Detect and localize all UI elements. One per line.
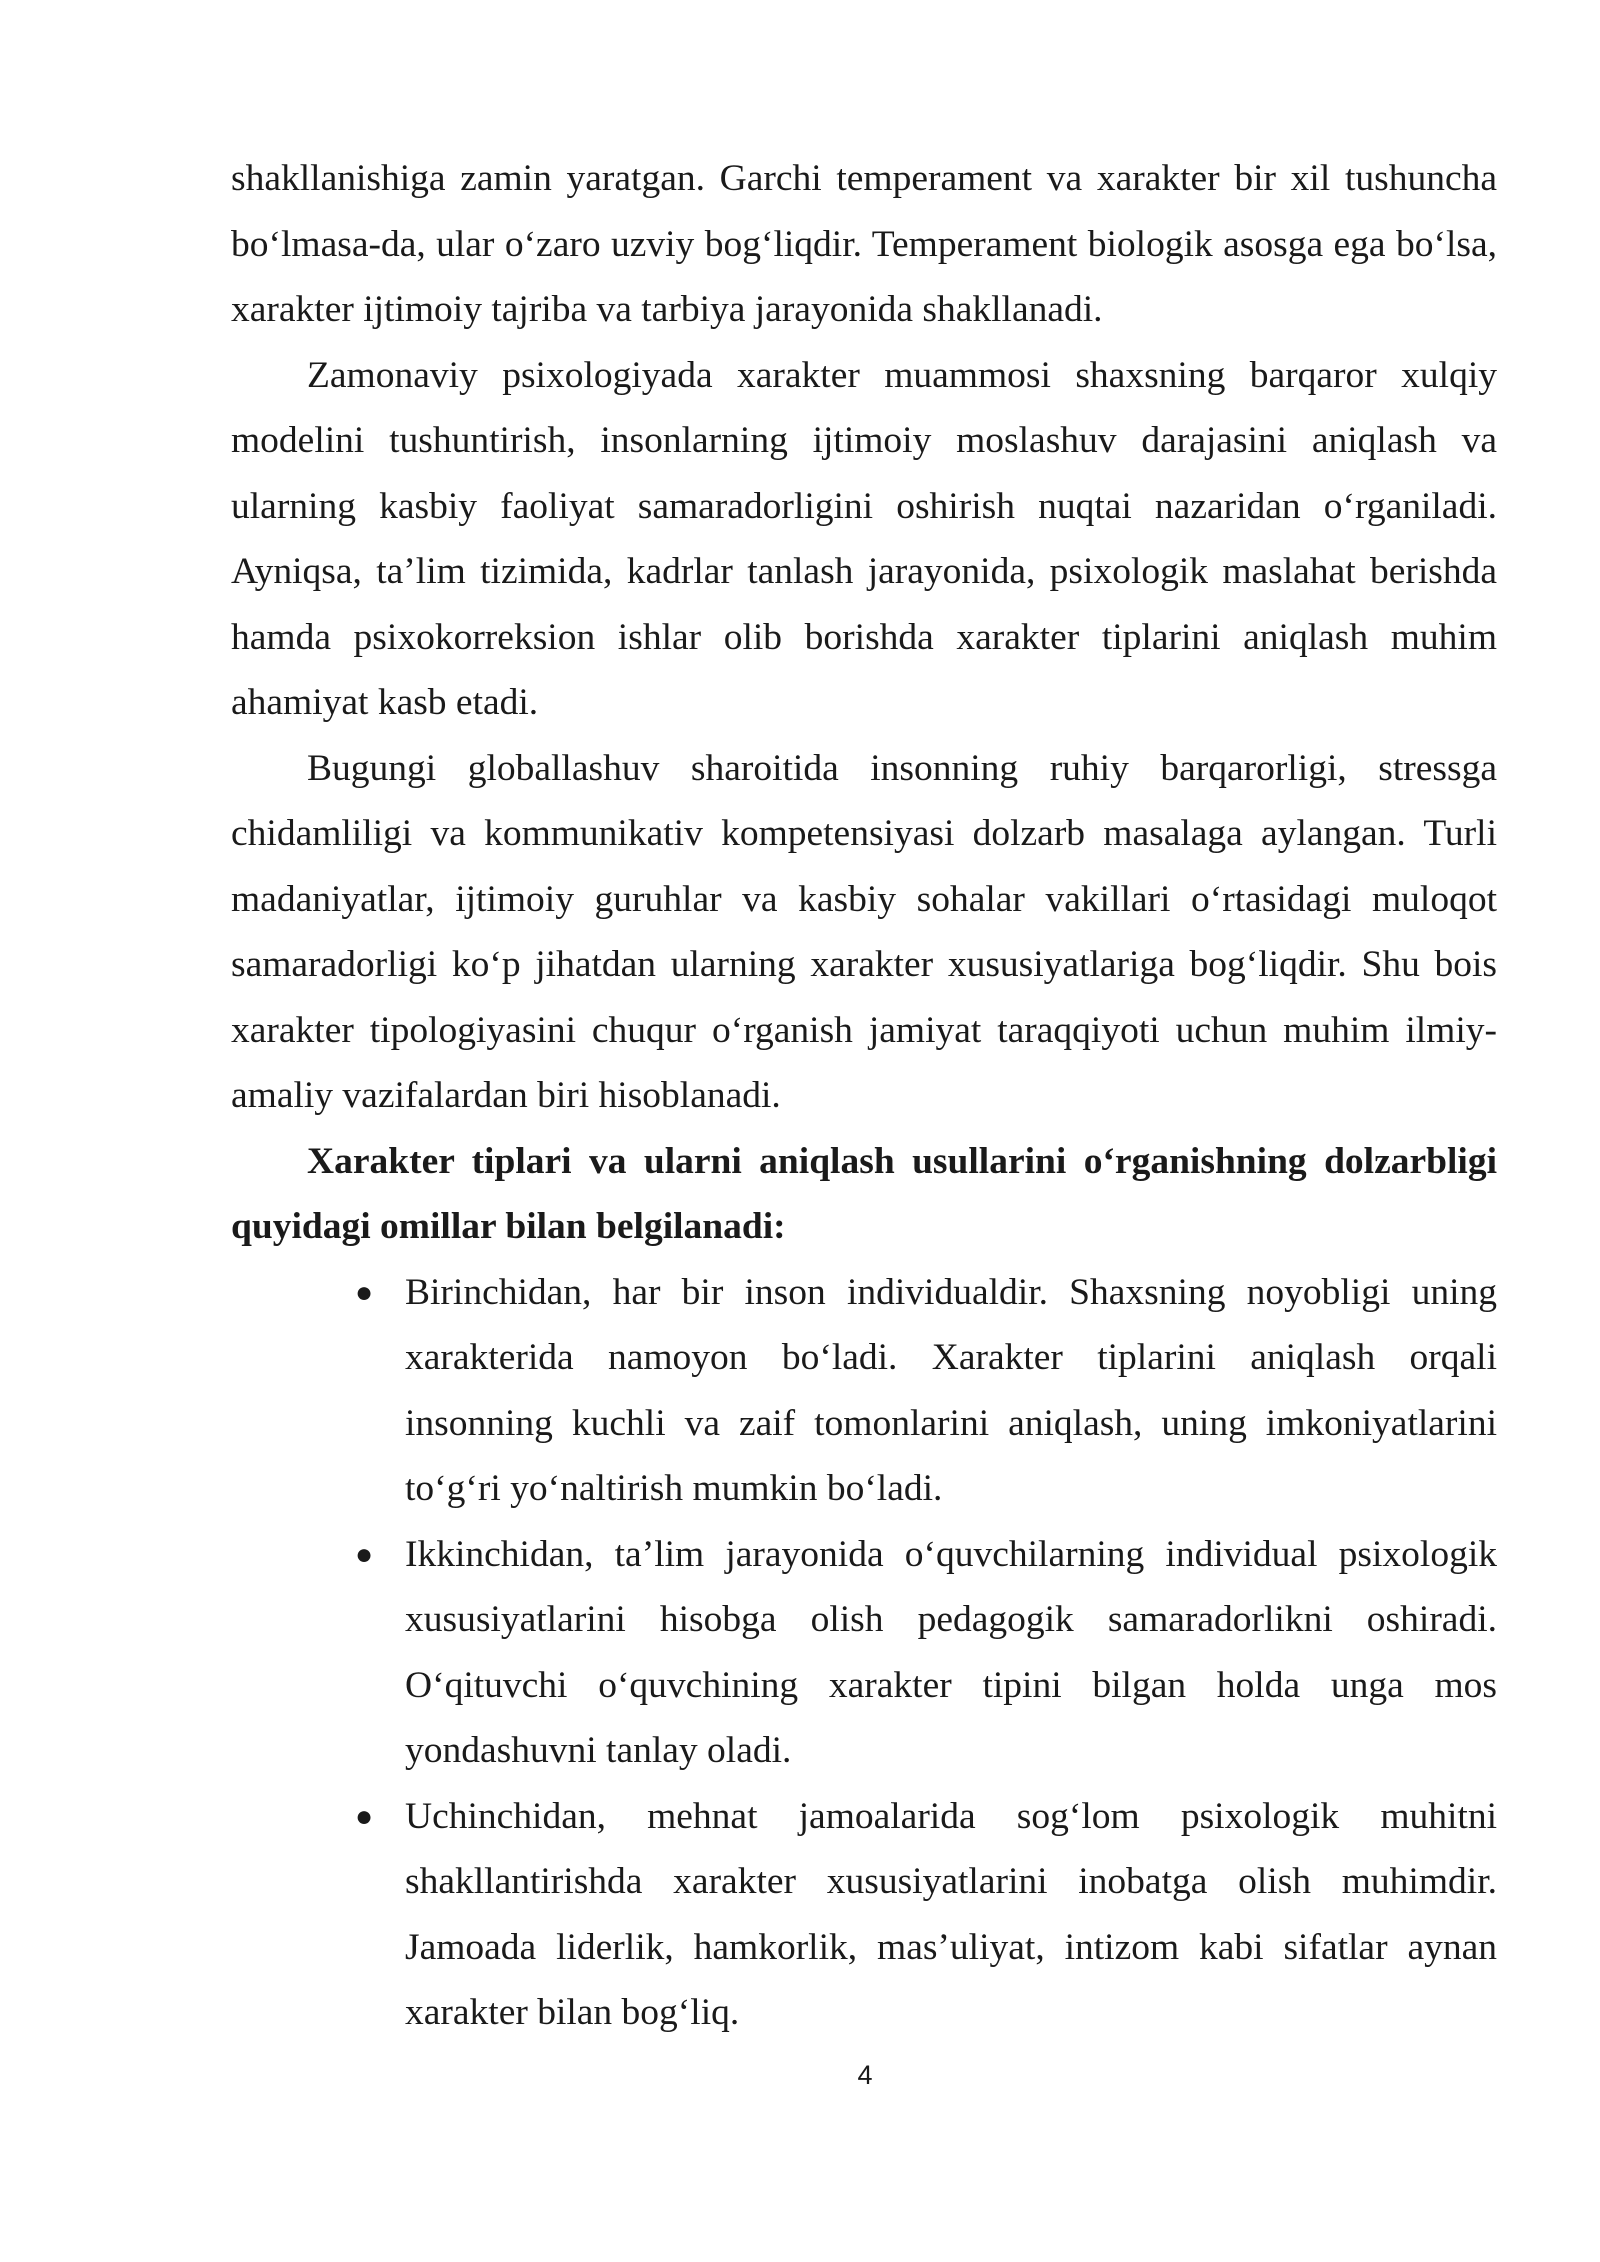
bullet-text: Uchinchidan, mehnat jamoalarida sog‘lom psixologik muhitni shakllantirishda xarakter xususiyatlarini inobatga olish muhimdir. Jamoada liderlik, hamkorlik, mas’uliyat, intizom kabi sifatlar aynan xarakter bilan bog‘liq. bbox=[405, 1795, 1497, 2033]
paragraph-continuation: shakllanishiga zamin yaratgan. Garchi temperament va xarakter bir xil tushuncha bo‘lmasa-da, ular o‘zaro uzviy bog‘liqdir. Temperament biologik asosga ega bo‘lsa, xarakter ijtimoiy tajriba va tarbiya jarayonida shakllanadi. bbox=[231, 158, 1497, 330]
bullet-text: Birinchidan, har bir inson individualdir. Shaxsning noyobligi uning xarakterida namoyon bo‘ladi. Xarakter tiplarini aniqlash orqali insonning kuchli va zaif tomonlarini aniqlash, uning imkoniyatlarini to‘g‘ri yo‘naltirish mumkin bo‘ladi. bbox=[405, 1271, 1497, 1509]
bullet-icon: ● bbox=[355, 1275, 374, 1309]
bullet-list bbox=[231, 1260, 1497, 2046]
bullet-item-2 bbox=[355, 1522, 1497, 1784]
paragraph-globalization: Bugungi globallashuv sharoitida insonning ruhiy barqarorligi, stressga chidamliligi va kommunikativ kompetensiyasi dolzarb masalaga aylangan. Turli madaniyatlar, ijtimoiy guruhlar va kasbiy sohalar vakillari o‘rtasidagi muloqot samaradorligi ko‘p jihatdan ularning xarakter xususiyatlariga bog‘liqdir. Shu bois xarakter tipologiyasini chuqur o‘rganish jamiyat taraqqiyoti uchun muhim ilmiy-amaliy vazifalardan biri hisoblanadi. bbox=[231, 747, 1497, 1116]
bullet-icon: ● bbox=[355, 1799, 374, 1833]
bullet-item-1 bbox=[355, 1260, 1497, 1522]
section-heading: Xarakter tiplari va ularni aniqlash usullarini o‘rganishning dolzarbligi quyidagi omillar bilan belgilanadi: bbox=[231, 1140, 1497, 1247]
bullet-icon: ● bbox=[355, 1537, 374, 1571]
bullet-item-3 bbox=[355, 1784, 1497, 2046]
paragraph-modern-psychology: Zamonaviy psixologiyada xarakter muammosi shaxsning barqaror xulqiy modelini tushuntirish, insonlarning ijtimoiy moslashuv darajasini aniqlash va ularning kasbiy faoliyat samaradorligini oshirish nuqtai nazaridan o‘rganiladi. Ayniqsa, ta’lim tizimida, kadrlar tanlash jarayonida, psixologik maslahat berishda hamda psixokorreksion ishlar olib borishda xarakter tiplarini aniqlash muhim ahamiyat kasb etadi. bbox=[231, 354, 1497, 723]
page-number: 4 bbox=[857, 2060, 873, 2090]
bullet-text: Ikkinchidan, ta’lim jarayonida o‘quvchilarning individual psixologik xususiyatlarini hisobga olish pedagogik samaradorlikni oshiradi. O‘qituvchi o‘quvchining xarakter tipini bilgan holda unga mos yondashuvni tanlay oladi. bbox=[405, 1533, 1497, 1771]
body-text bbox=[231, 146, 1497, 2046]
